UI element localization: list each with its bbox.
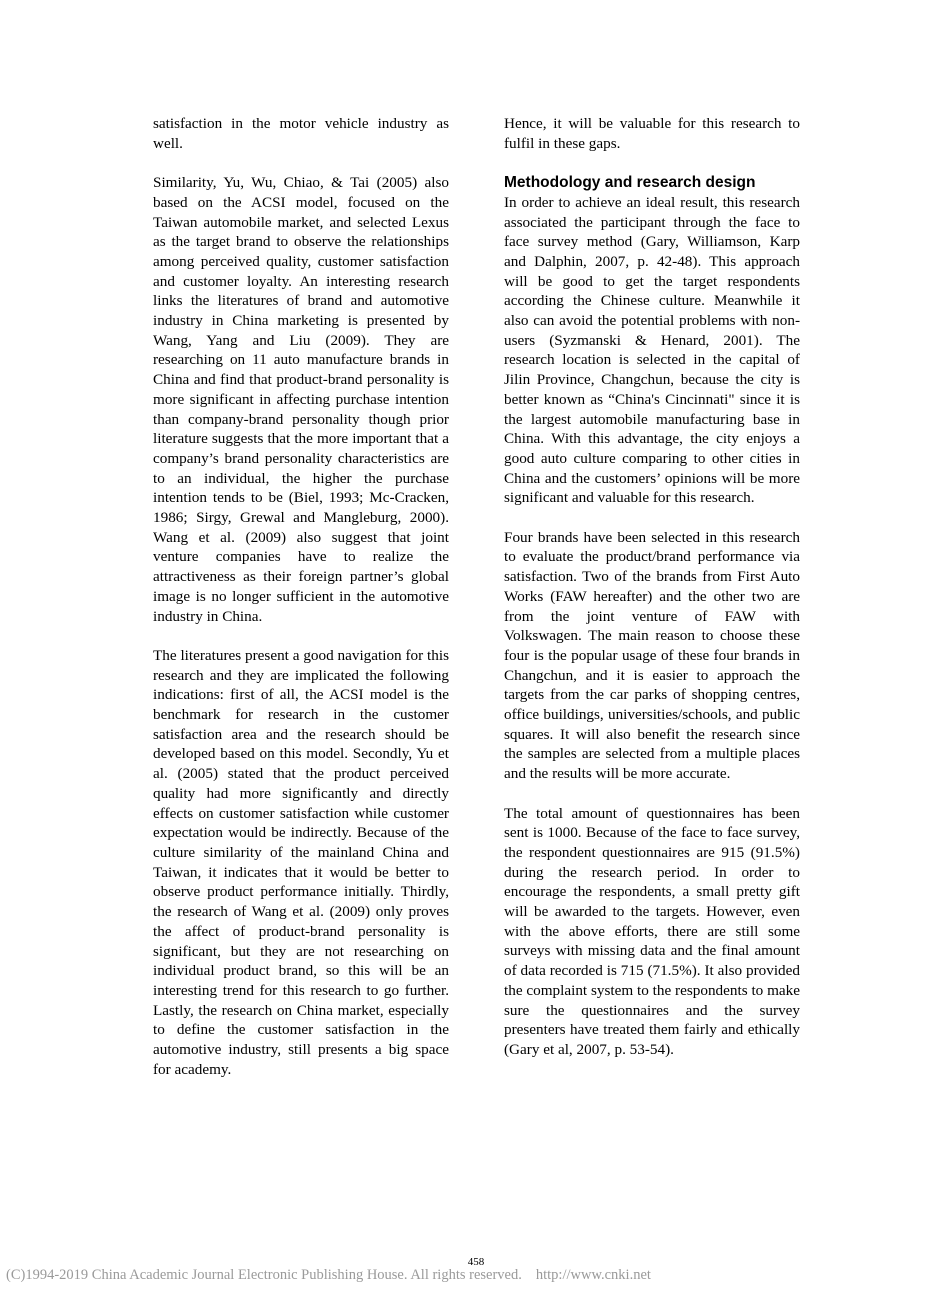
left-paragraph-2: Similarity, Yu, Wu, Chiao, & Tai (2005) also based on the ACSI model, focused on the Taiwan automobile market, and selected Lexus as the target brand to observe the relationships among perceived quality, customer satisfaction and customer loyalty. An interesting research links the literatures of brand and automotive industry in China marketing is presented by Wang, Yang and Liu (2009). They are researching on 11 auto manufacture brands in China and find that product-brand personality is more significant in affecting purchase intention than company-brand personality though prior literature suggests that the more important that a company’s brand personality characteristics are to an individual, the higher the purchase intention tends to be (Biel, 1993; Mc-Cracken, 1986; Sirgy, Grewal and Mangleburg, 2000). Wang et al. (2009) also suggest that joint venture companies have to realize the attractiveness as their foreign partner’s global image is no longer sufficient in the automotive industry in China. [153,174,449,625]
footer-copyright: (C)1994-2019 China Academic Journal Electronic Publishing House. All rights reserved. [6,1267,522,1283]
section-heading: Methodology and research design [504,174,756,192]
left-column [153,114,449,1079]
left-paragraph-1: satisfaction in the motor vehicle industry as well. [153,115,449,152]
footer [6,1266,651,1284]
left-paragraph-3: The literatures present a good navigation for this research and they are implicated the following indications: first of all, the ACSI model is the benchmark for research in the customer satisfaction area and the research should be developed based on this model. Secondly, Yu et al. (2005) stated that the product perceived quality had more significantly and directly effects on customer satisfaction while customer expectation would be indirectly. Because of the culture similarity of the mainland China and Taiwan, it indicates that it would be better to observe product performance initially. Thirdly, the research of Wang et al. (2009) only proves the affect of product-brand personality is significant, but they are not researching on individual product brand, so this will be an interesting trend for this research to go further. Lastly, the research on China market, especially to define the customer satisfaction in the automotive industry, still presents a big space for academy. [153,646,449,1078]
footer-url[interactable]: http://www.cnki.net [535,1267,651,1283]
right-paragraph-3: The total amount of questionnaires has been sent is 1000. Because of the face to face survey, the respondent questionnaires are 915 (91.5%) during the research period. In order to encourage the respondents, a small pretty gift will be awarded to the targets. However, even with the above efforts, there are still some surveys with missing data and the final amount of data recorded is 715 (71.5%). It also provided the complaint system to the respondents to make sure the questionnaires and the survey presenters have treated them fairly and ethically (Gary et al, 2007, p. 53-54). [504,804,800,1058]
right-paragraph-1: In order to achieve an ideal result, this research associated the participant through the face to face survey method (Gary, Williamson, Karp and Dalphin, 2007, p. 42-48). This approach will be good to get the target respondents according the Chinese culture. Meanwhile it also can avoid the potential problems with non-users (Syzmanski & Henard, 2001). The research location is selected in the capital of Jilin Province, Changchun, because the city is better known as “China's Cincinnati" since it is the largest automobile manufacturing base in China. With this advantage, the city enjoys a good auto culture comparing to other cities in China and the customers’ opinions will be more significant and valuable for this research. [504,193,800,507]
page-number: 458 [467,1256,485,1268]
right-intro-paragraph: Hence, it will be valuable for this research to fulfil in these gaps. [504,115,800,152]
right-column [504,114,800,1060]
right-paragraph-2: Four brands have been selected in this research to evaluate the product/brand performance via satisfaction. Two of the brands from First Auto Works (FAW hereafter) and the other two are from the joint venture of FAW with Volkswagen. The main reason to choose these four is the popular usage of these four brands in Changchun, and it is easier to approach the targets from the car parks of shopping centres, office buildings, universities/schools, and public squares. It will also benefit the research since the samples are selected from a multiple places and the results will be more accurate. [504,528,800,783]
